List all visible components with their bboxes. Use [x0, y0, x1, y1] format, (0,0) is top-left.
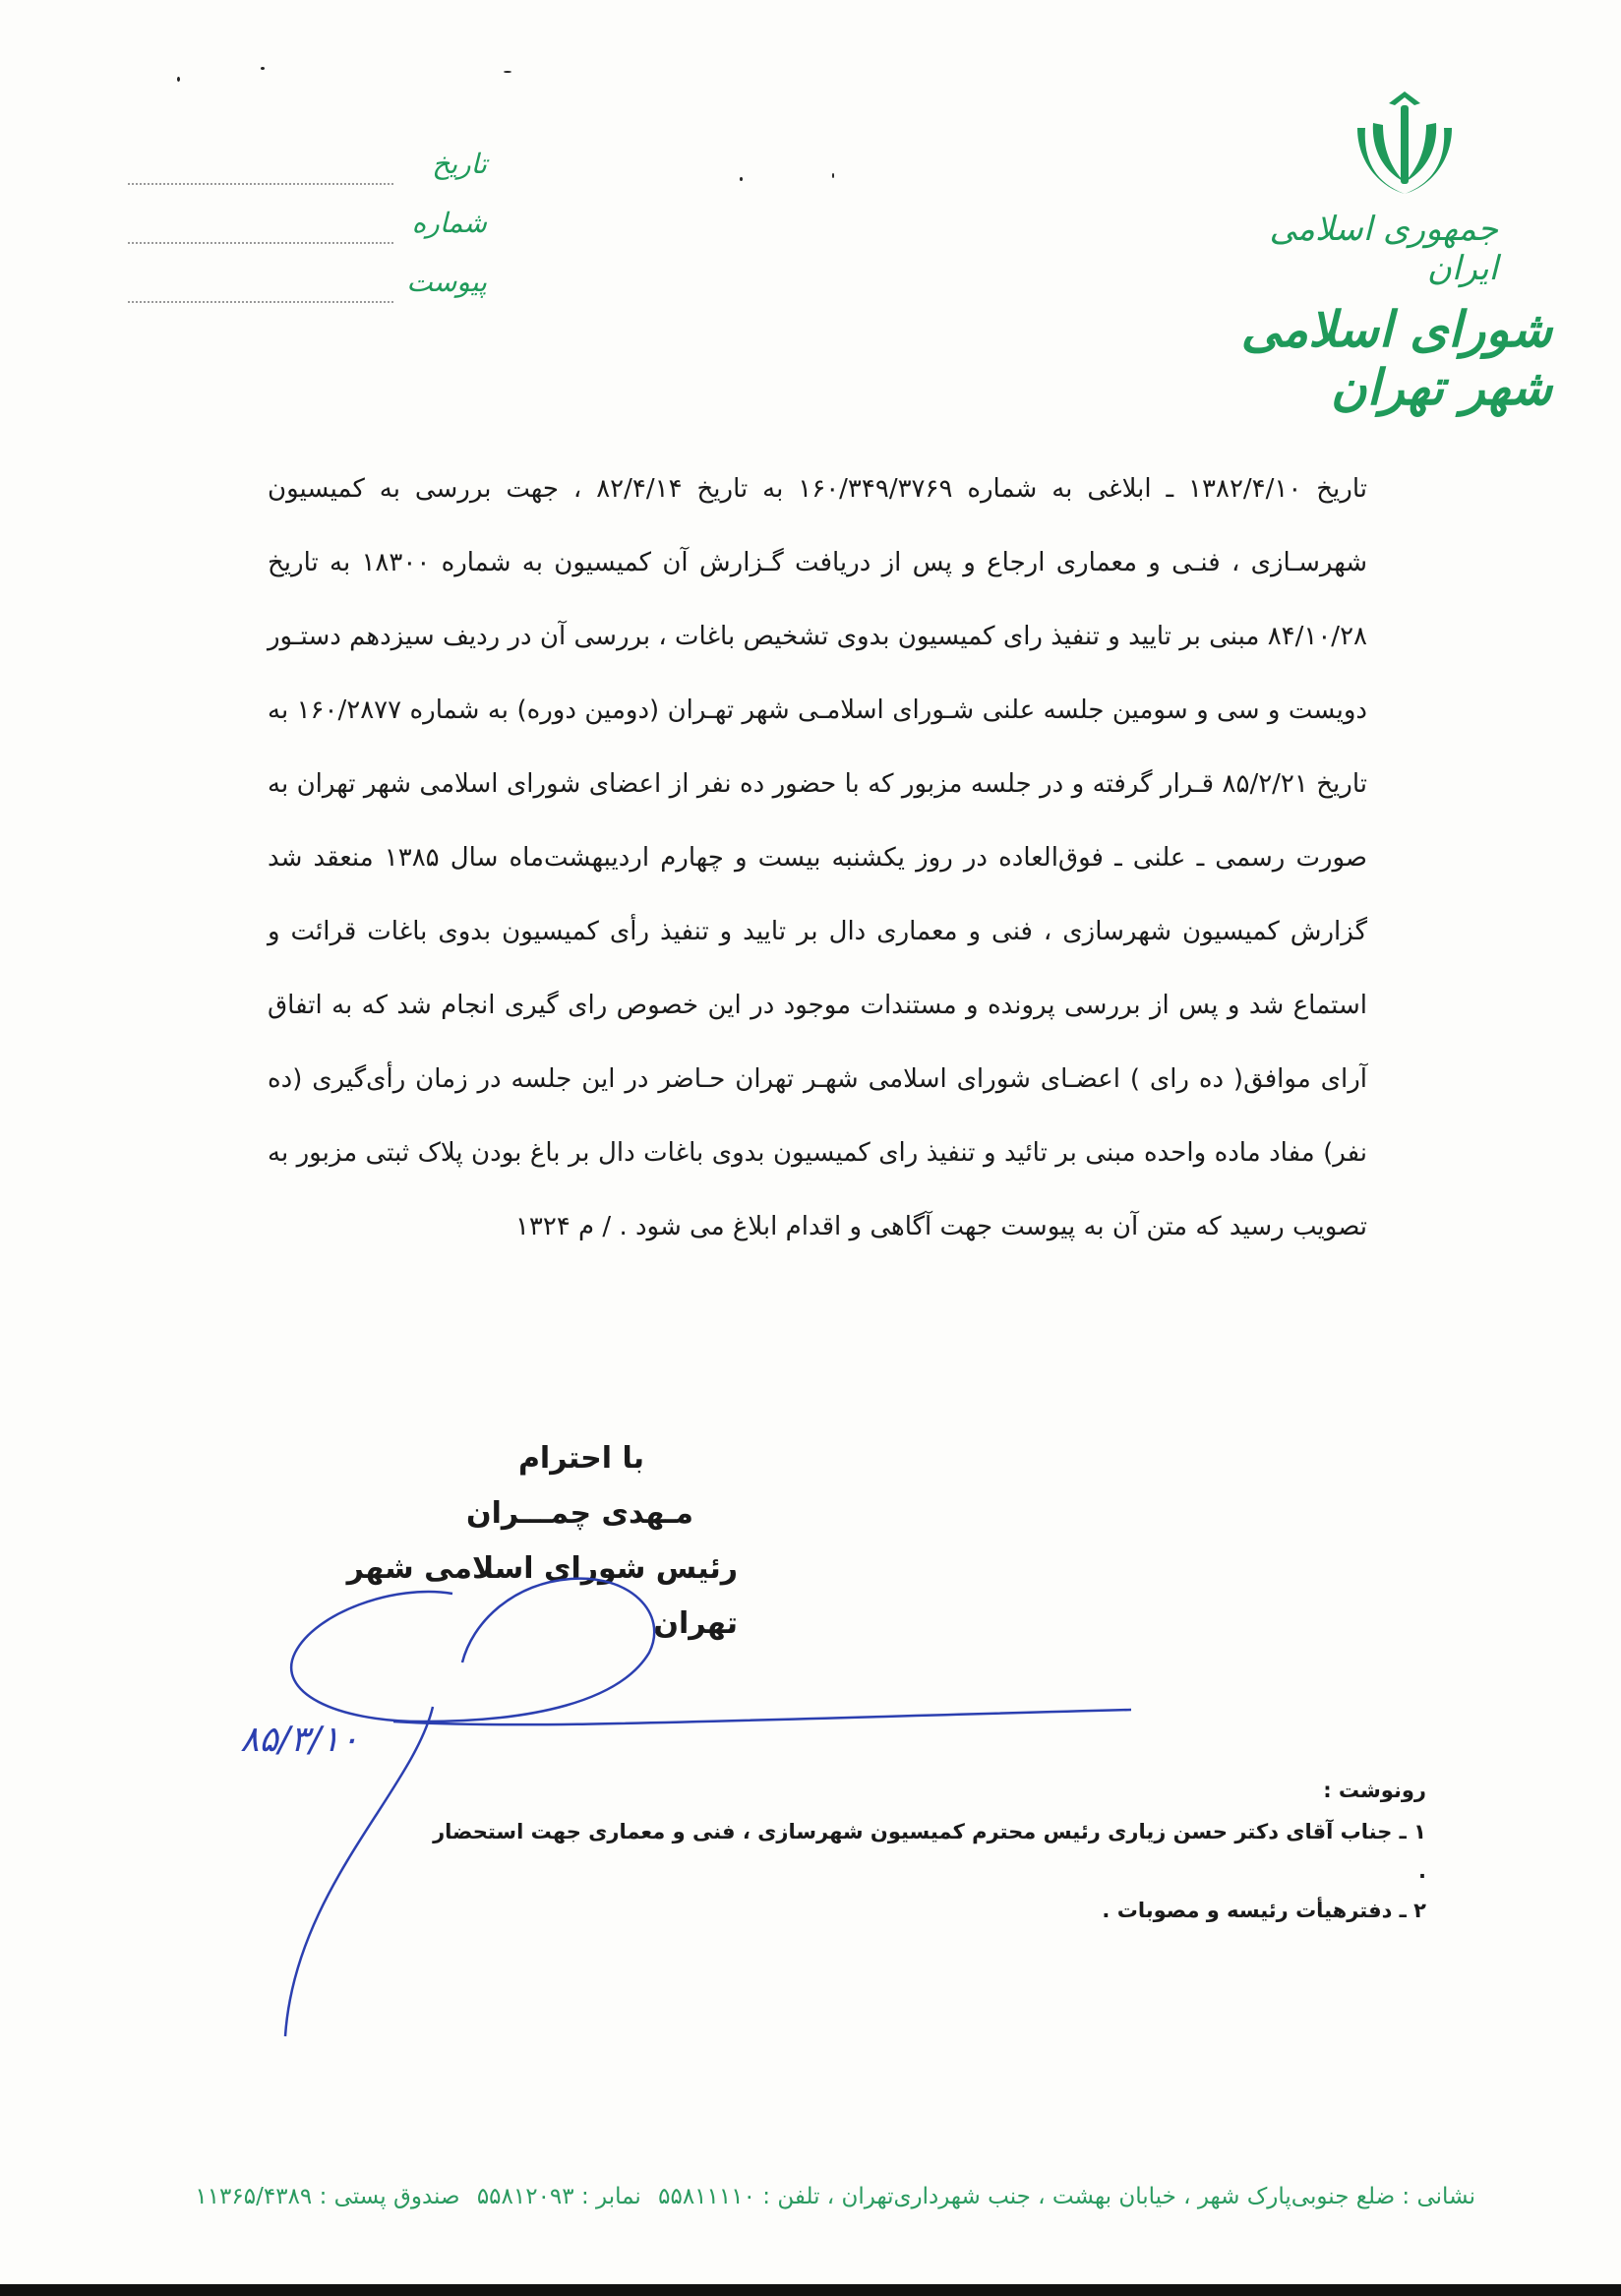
ref-line-number [128, 242, 393, 244]
ref-label-number: شماره [411, 207, 487, 239]
footer-fax: نمابر : ۵۵۸۱۲۰۹۳ [476, 2184, 641, 2209]
ref-row-number [128, 207, 487, 266]
iran-emblem-icon [1346, 84, 1464, 202]
page-edge [0, 2284, 1621, 2296]
council-name: شورای اسلامی شهر تهران [1240, 300, 1552, 416]
scan-dot [177, 77, 180, 82]
footer-contact [103, 2184, 1475, 2209]
footer-address: نشانی : ضلع جنوبی‌پارک شهر ، خیابان بهشت ، جنب شهرداری‌تهران ، تلفن : ۵۵۸۱۱۱۱۰ [658, 2184, 1475, 2209]
scan-dot [740, 177, 743, 181]
scan-dot [504, 71, 511, 73]
handwritten-date: ۸۵/۳/۱۰ [240, 1720, 359, 1760]
scan-dot [261, 67, 265, 70]
ref-line-date [128, 183, 393, 185]
cc-item: ۲ ـ دفترهیأت رئیسه و مصوبات . [1102, 1899, 1426, 1922]
signatory-name: مـهدی چمـــران [466, 1496, 693, 1531]
cc-title: رونوشت : [1323, 1779, 1426, 1802]
letterhead [1198, 84, 1552, 416]
signature-block [325, 1431, 738, 1652]
ref-row-date [128, 148, 487, 207]
letter-body: تاریخ ۱۳۸۲/۴/۱۰ ـ ابلاغی به شماره ۱۶۰/۳۴۹/۳۷۶۹ به تاریخ ۸۲/۴/۱۴ ، جهت بررسی به کمیسیون شهرسـازی ، فنـی و معماری ارجاع و پس از دریافت گـزارش آن کمیسیون به شماره ۱۸۳۰۰ به تاریخ ۸۴/۱۰/۲۸ مبنی بر تایید و تنفیذ رای کمیسیون بدوی تشخیص باغات ، بررسی آن در ردیف سیزدهم دستـور دویست و سی و سومین جلسه علنی شـورای اسلامـی شهر تهـران (دومین دوره) به شماره ۱۶۰/۲۸۷۷ به تاریخ ۸۵/۲/۲۱ قـرار گرفته و در جلسه مزبور که با حضور ده نفر از اعضای شورای اسلامی شهر تهران به صورت رسمی ـ علنی ـ فوق‌العاده در روز یکشنبه بیست و چهارم اردیبهشت‌ماه سال ۱۳۸۵ منعقد شد گزارش کمیسیون شهرسازی ، فنی و معماری دال بر تایید و تنفیذ رأی کمیسیون بدوی باغات قرائت و استماع شد و پس از بررسی پرونده و مستندات موجود در این خصوص رای گیری انجام شد که به اتفاق آرای موافق( ده رای ) اعضـای شورای اسلامی شهـر تهران حـاضر در این جلسه در زمان رأی‌گیری (ده نفر) مفاد ماده واحده مبنی بر تائید و تنفیذ رای کمیسیون بدوی باغات دال بر باغ بودن پلاک ثبتی مزبور به تصویب رسید که متن آن به پیوست جهت آگاهی و اقدام ابلاغ می شود . / م ۱۳۲۴ [268, 474, 1368, 1241]
ref-line-attachment [128, 301, 393, 303]
footer-pobox: صندوق پستی : ۱۱۳۶۵/۴۳۸۹ [195, 2184, 460, 2209]
reference-fields [128, 148, 487, 325]
cc-section [433, 1771, 1426, 1930]
ref-label-date: تاریخ [432, 148, 487, 180]
closing-text: با احترام [517, 1441, 644, 1476]
ref-row-attachment [128, 266, 487, 325]
republic-name: جمهوری اسلامی ایران [1269, 210, 1498, 288]
signatory-title: رئیس شورای اسلامی شهر تهران [346, 1551, 738, 1641]
ref-label-attachment: پیوست [406, 266, 487, 298]
scan-dot [832, 173, 834, 178]
cc-item: ۱ ـ جناب آقای دکتر حسن زیاری رئیس محترم کمیسیون شهرسازی ، فنی و معماری جهت استحضار . [433, 1820, 1426, 1883]
